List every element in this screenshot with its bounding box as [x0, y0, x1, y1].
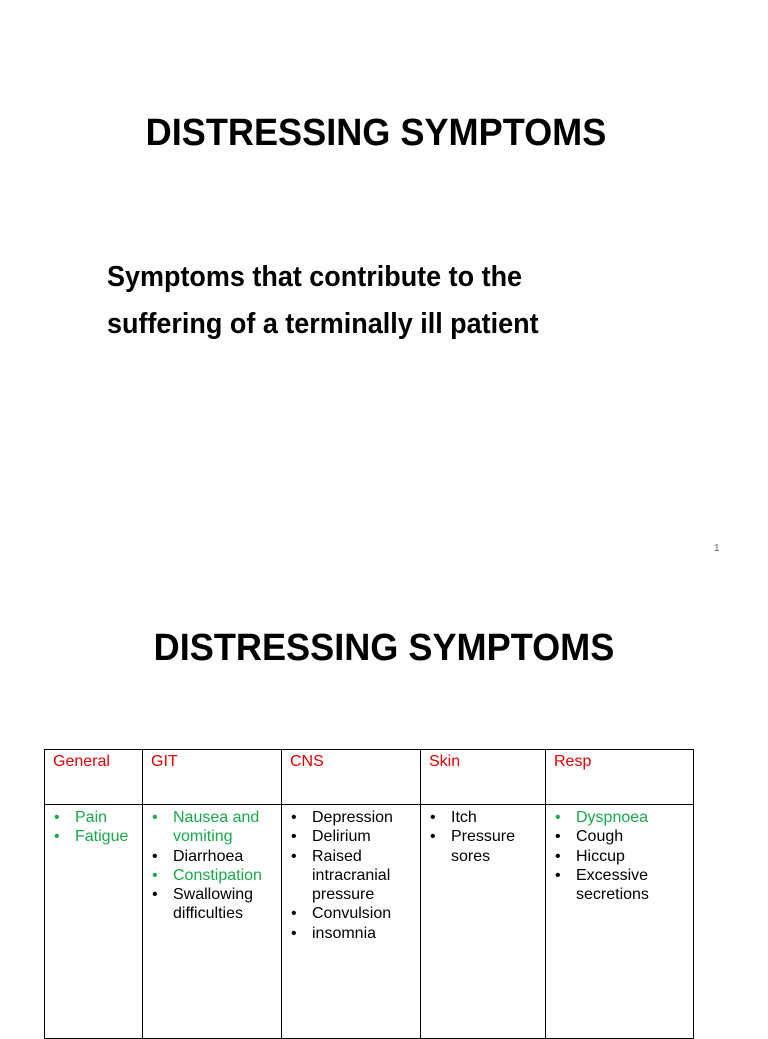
list-item — [149, 885, 281, 924]
list-item-text: Delirium — [312, 828, 371, 846]
list-item-text: Diarrhoea — [173, 847, 244, 865]
header-cns: CNS — [282, 750, 421, 805]
list-item — [288, 847, 420, 905]
list-item-text: Dyspnoea — [576, 809, 649, 826]
bullet-icon: • — [54, 828, 60, 846]
list-item-text: Swallowing difficulties — [173, 886, 254, 923]
list-item — [552, 827, 693, 846]
header-git: GIT — [143, 750, 282, 805]
bullet-icon: • — [152, 809, 158, 826]
slide-number: 1 — [714, 543, 720, 554]
cell-resp — [546, 805, 694, 1039]
list-item — [51, 827, 142, 846]
bullet-icon: • — [430, 828, 436, 846]
symptom-list — [149, 808, 281, 924]
slide1-subtitle — [107, 254, 684, 348]
bullet-icon: • — [430, 809, 436, 826]
symptom-table — [44, 749, 694, 1039]
list-item-text: Raised intracranial pressure — [312, 847, 391, 904]
list-item — [149, 866, 281, 885]
bullet-icon: • — [555, 847, 561, 865]
bullet-icon: • — [555, 809, 561, 826]
symptom-list — [288, 808, 420, 943]
bullet-icon: • — [555, 866, 561, 884]
list-item-text: Nausea and vomiting — [173, 809, 260, 846]
bullet-icon: • — [152, 847, 158, 865]
bullet-icon: • — [291, 847, 297, 865]
bullet-icon: • — [152, 866, 158, 884]
header-skin: Skin — [421, 750, 546, 805]
list-item-text: Constipation — [173, 866, 262, 884]
table-header-row — [45, 750, 694, 805]
list-item — [288, 904, 420, 923]
cell-general — [45, 805, 143, 1039]
list-item-text: insomnia — [312, 924, 377, 942]
bullet-icon: • — [291, 828, 297, 846]
list-item — [149, 808, 281, 847]
list-item — [149, 847, 281, 866]
list-item — [288, 827, 420, 846]
list-item-text: Fatigue — [75, 828, 129, 846]
list-item — [288, 808, 420, 827]
subtitle-line-2: suffering of a terminally ill patient — [107, 308, 539, 340]
bullet-icon: • — [555, 828, 561, 846]
list-item-text: Convulsion — [312, 905, 392, 923]
list-item — [427, 808, 545, 827]
list-item — [51, 808, 142, 827]
slide2-title: DISTRESSING SYMPTOMS — [153, 627, 615, 669]
list-item — [427, 827, 545, 866]
bullet-icon: • — [291, 809, 297, 826]
bullet-icon: • — [152, 886, 158, 904]
list-item-text: Itch — [451, 809, 477, 826]
list-item — [552, 866, 693, 905]
cell-git — [143, 805, 282, 1039]
list-item-text: Depression — [312, 809, 393, 826]
list-item-text: Hiccup — [576, 847, 625, 865]
symptom-list — [51, 808, 142, 847]
list-item — [552, 847, 693, 866]
bullet-icon: • — [291, 905, 297, 923]
bullet-icon: • — [291, 924, 297, 942]
symptom-list — [552, 808, 693, 904]
table-row — [45, 805, 694, 1039]
cell-skin — [421, 805, 546, 1039]
list-item-text: Excessive secretions — [576, 866, 649, 904]
header-resp: Resp — [546, 750, 694, 805]
bullet-icon: • — [54, 809, 60, 826]
header-general: General — [45, 750, 143, 805]
symptom-list — [427, 808, 545, 866]
list-item-text: Pressure sores — [451, 828, 516, 865]
list-item — [288, 924, 420, 943]
list-item-text: Pain — [75, 809, 108, 826]
list-item — [552, 808, 693, 827]
list-item-text: Cough — [576, 828, 624, 846]
subtitle-line-1: Symptoms that contribute to the — [107, 261, 523, 293]
slide1-title: DISTRESSING SYMPTOMS — [145, 112, 607, 154]
cell-cns — [282, 805, 421, 1039]
